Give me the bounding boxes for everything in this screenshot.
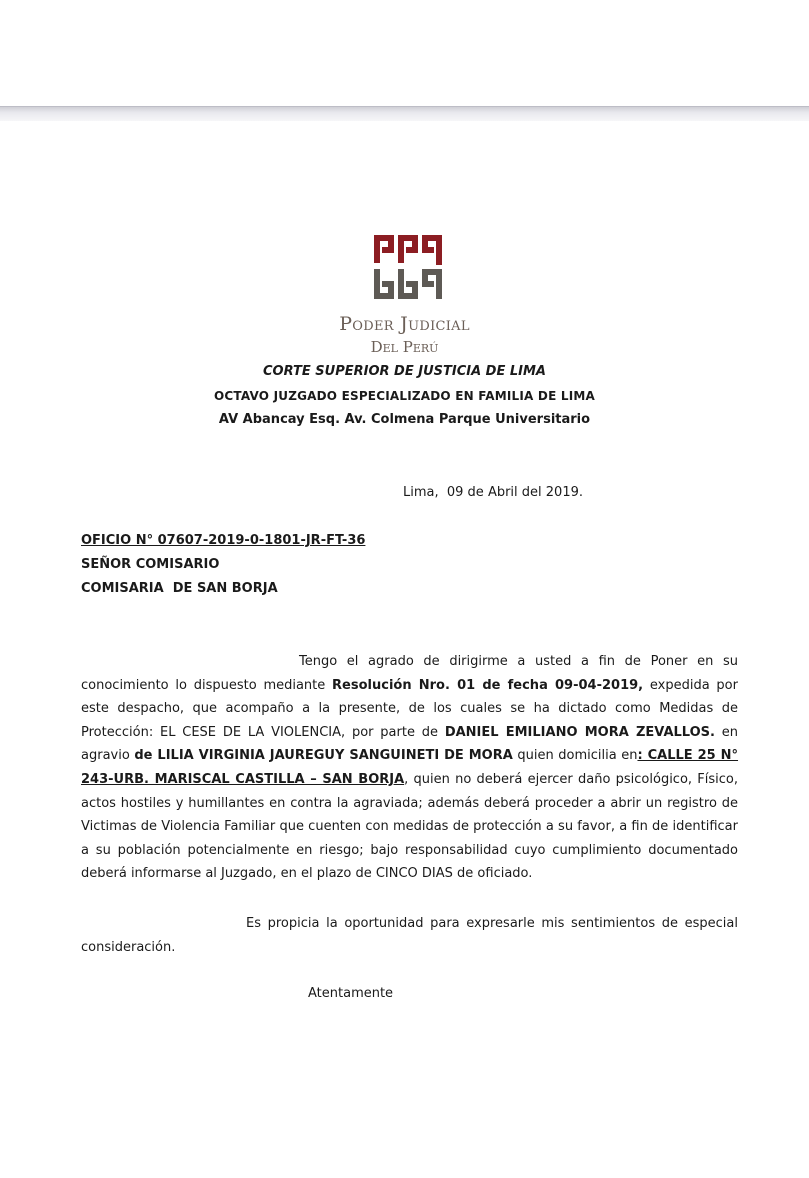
body-paragraph-2 [81, 912, 738, 959]
victim-name: de LILIA VIRGINIA JAUREGUY SANGUINETI DE MORA [134, 748, 513, 764]
top-blank-area [0, 0, 809, 106]
body-text-e: en agravio [81, 724, 739, 764]
resolution-ref: Resolución Nro. 01 de fecha 09-04-2019, [332, 677, 644, 693]
aggressor-name: DANIEL EMILIANO MORA ZEVALLOS. [444, 724, 715, 740]
body-text-i: , quien no deberá ejercer daño psicológico, Físico, actos hostiles y humillantes en contra la agraviada; además deberá proceder a abrir un registro de Victimas de Violencia Familiar que cuenten con medidas de protección a su favor, a fin de identificar a su población potencialmente en riesgo; bajo responsabilidad cuyo cumplimiento documentado deberá informarse al Juzgado, en el plazo de CINCO DIAS de oficiado. [81, 771, 738, 882]
body-text-a: Tengo el agrado de dirigirme a usted a fin de Poner en su conocimiento lo dispuesto mediante [81, 654, 738, 693]
body-paragraph-1 [81, 650, 738, 886]
letter-date: Lima, 09 de Abril del 2019. [403, 485, 583, 500]
recipient-title: SEÑOR COMISARIO [81, 557, 220, 572]
poder-judicial-logo [372, 233, 446, 301]
logo-text-del-peru: Del Perú [370, 338, 439, 356]
court-address: AV Abancay Esq. Av. Colmena Parque Universitario [218, 412, 591, 427]
court-name: CORTE SUPERIOR DE JUSTICIA DE LIMA [263, 364, 546, 379]
viewer-toolbar-edge [0, 106, 809, 121]
recipient-station: COMISARIA DE SAN BORJA [81, 581, 278, 596]
closing-sentence: Es propicia la oportunidad para expresarle mis sentimientos de especial consideración. [81, 916, 738, 955]
body-text-g: quien domicilia en [512, 748, 638, 764]
victim-address: : CALLE 25 N° 243-URB. MARISCAL CASTILLA – SAN BORJA [81, 748, 739, 787]
logo-text-poder-judicial: Poder Judicial [339, 313, 470, 335]
closing-salutation: Atentamente [308, 986, 394, 1001]
oficio-number: OFICIO N° 07607-2019-0-1801-JR-FT-36 [81, 533, 366, 548]
juzgado-name: OCTAVO JUZGADO ESPECIALIZADO EN FAMILIA DE LIMA [214, 389, 595, 403]
body-text-c: expedida por este despacho, que acompaño a la presente, de los cuales se ha dictado como Medidas de Protección: EL CESE DE LA VIOLENCIA, por parte de [81, 677, 738, 740]
